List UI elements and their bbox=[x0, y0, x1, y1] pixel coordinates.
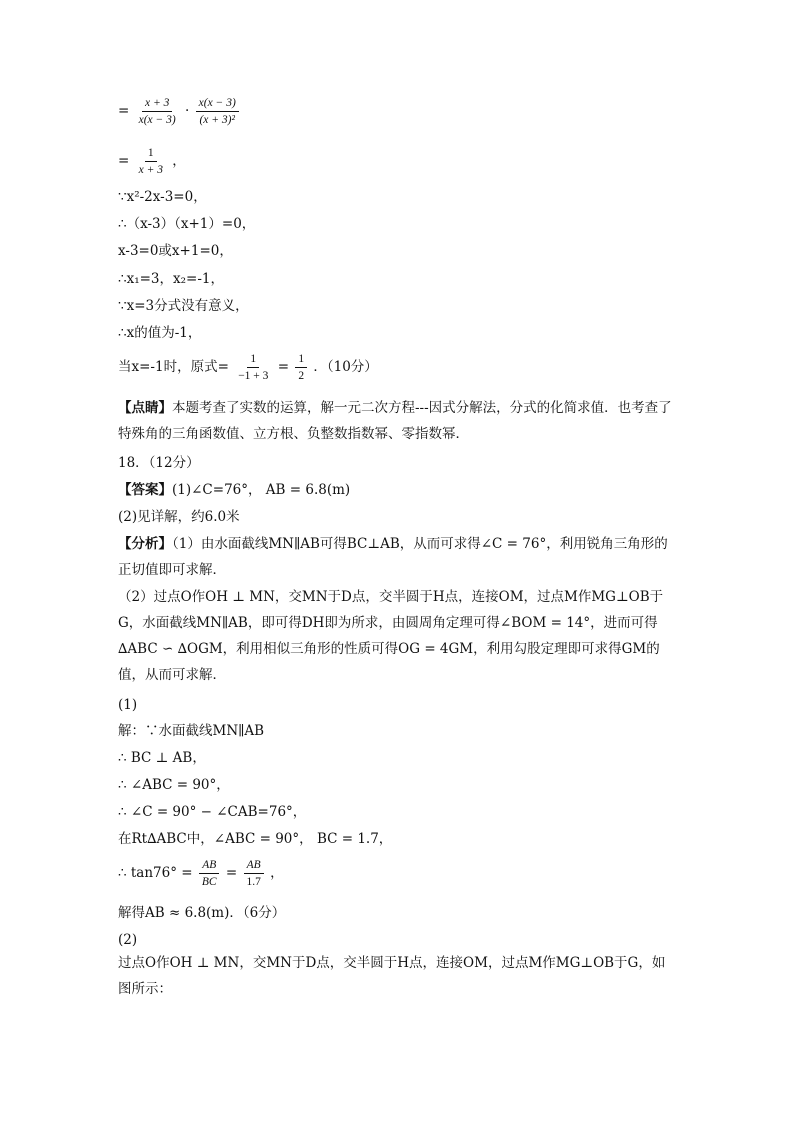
numerator: 1 bbox=[145, 146, 157, 162]
text-line: ∴（x-3）（x+1）=0， bbox=[118, 216, 256, 232]
text-line: ∴x的值为-1， bbox=[118, 325, 202, 341]
comma: ， bbox=[172, 153, 186, 169]
equals-sign: = bbox=[118, 103, 130, 119]
analysis-text-1: （1）由水面截线MN∥AB可得BC⊥AB，从而可求得∠C = 76°，利用锐角三角形的正切值即可求解． bbox=[118, 536, 668, 578]
numerator: AB bbox=[244, 858, 264, 874]
fraction bbox=[136, 96, 179, 127]
part-label: (2) bbox=[118, 932, 138, 948]
comment-paragraph bbox=[118, 395, 678, 447]
solution-paragraph: 过点O作OH ⊥ MN，交MN于D点，交半圆于H点，连接OM，过点M作MG⊥OB于G，如图所示： bbox=[118, 955, 666, 997]
comma: ， bbox=[270, 865, 284, 881]
numerator: x(x − 3) bbox=[196, 96, 239, 112]
fraction bbox=[295, 352, 307, 383]
fraction bbox=[196, 96, 239, 127]
solution-line: ∴ ∠ABC = 90°， bbox=[118, 777, 230, 793]
fraction bbox=[244, 858, 264, 889]
question-header: 18．（12分） bbox=[118, 455, 200, 471]
answer-line bbox=[118, 481, 350, 499]
result-line bbox=[118, 352, 378, 383]
fraction bbox=[199, 858, 220, 889]
denominator: BC bbox=[201, 876, 217, 888]
denominator: 2 bbox=[298, 370, 305, 382]
answer-part-2: (2)见详解，约6.0米 bbox=[118, 509, 240, 525]
simplify-step-1 bbox=[118, 96, 241, 127]
denominator: −1 + 3 bbox=[238, 370, 269, 382]
answer-tag: 【答案】 bbox=[118, 482, 172, 498]
numerator: AB bbox=[199, 858, 219, 874]
solution-line: ∴ ∠C = 90° − ∠CAB=76°， bbox=[118, 804, 307, 820]
text-line: x-3=0或x+1=0， bbox=[118, 243, 233, 259]
fraction bbox=[136, 146, 166, 177]
equals-sign: = bbox=[277, 359, 290, 375]
numerator: x + 3 bbox=[142, 96, 172, 112]
tan-prefix: ∴ tan76° = bbox=[118, 865, 193, 881]
text-line: ∴x₁=3，x₂=-1， bbox=[118, 271, 225, 287]
numerator: 1 bbox=[295, 352, 307, 368]
text-line: ∵x=3分式没有意义， bbox=[118, 298, 249, 314]
tan-equation bbox=[118, 858, 284, 889]
result-prefix: 当x=-1时，原式= bbox=[118, 359, 229, 375]
simplify-step-2 bbox=[118, 146, 186, 177]
denominator: x + 3 bbox=[138, 164, 163, 176]
solution-line: 解得AB ≈ 6.8(m)．（6分） bbox=[118, 905, 286, 921]
multiply-dot: · bbox=[185, 103, 190, 119]
solution-line: 解：∵水面截线MN∥AB bbox=[118, 723, 265, 739]
fraction bbox=[235, 352, 271, 383]
denominator: (x + 3)² bbox=[199, 114, 235, 126]
comment-text: 本题考查了实数的运算，解一元二次方程---因式分解法，分式的化简求值．也考查了特殊角的三角函数值、立方根、负整数指数幂、零指数幂． bbox=[118, 400, 672, 442]
part-label: (1) bbox=[118, 697, 138, 713]
comment-tag: 【点睛】 bbox=[118, 400, 172, 416]
analysis-tag: 【分析】 bbox=[118, 536, 172, 552]
equals-sign: = bbox=[225, 865, 238, 881]
score-note: ．（10分） bbox=[313, 359, 378, 375]
text-line: ∵x²-2x-3=0， bbox=[118, 189, 207, 205]
denominator: 1.7 bbox=[246, 876, 261, 888]
numerator: 1 bbox=[247, 352, 259, 368]
analysis-paragraph-1 bbox=[118, 531, 678, 583]
equals-sign: = bbox=[118, 153, 130, 169]
denominator: x(x − 3) bbox=[138, 114, 176, 126]
solution-line: 在Rt∆ABC中，∠ABC = 90°， BC = 1.7， bbox=[118, 831, 393, 847]
analysis-paragraph-2: （2）过点O作OH ⊥ MN，交MN于D点，交半圆于H点，连接OM，过点M作MG⊥OB于G，水面截线MN∥AB，即可得DH即为所求，由圆周角定理可得∠BOM = 14°，进而可得∆ABC ∽ ∆OGM，利用相似三角形的性质可得OG = 4GM，利用勾股定理即可求得GM的值，从而可求解． bbox=[118, 589, 664, 683]
answer-part-1: (1)∠C=76°， AB = 6.8(m) bbox=[172, 482, 351, 498]
solution-line: ∴ BC ⊥ AB， bbox=[118, 750, 206, 766]
